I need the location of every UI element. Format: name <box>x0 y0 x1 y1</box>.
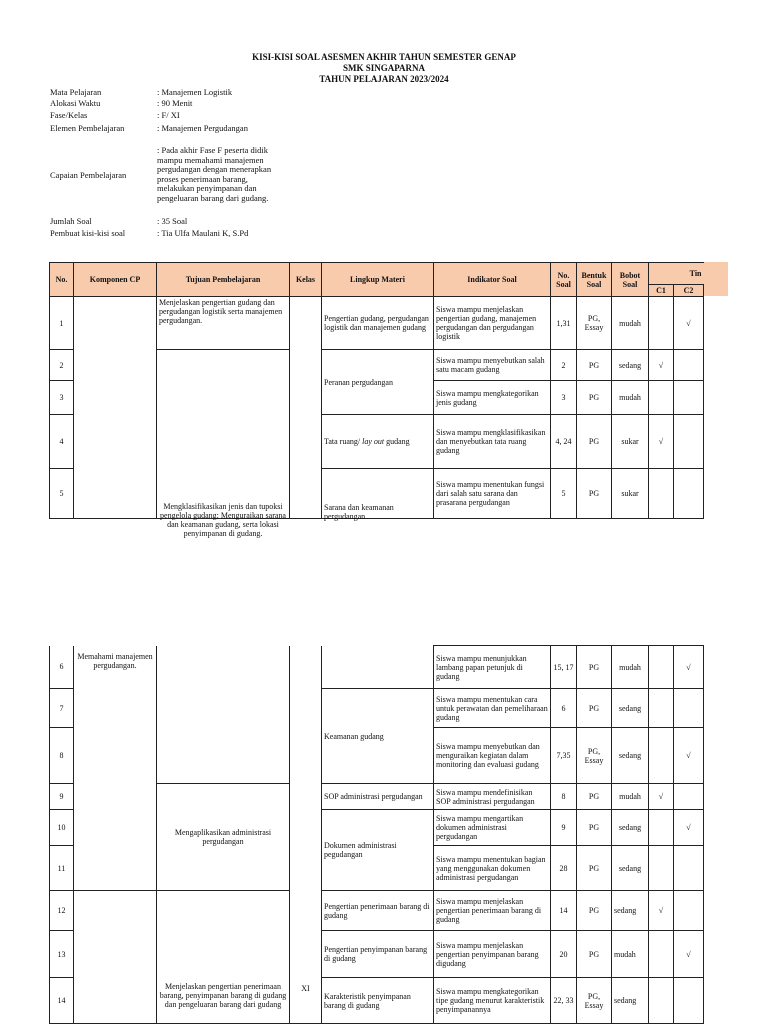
cell-bobot: sedang <box>612 350 649 381</box>
cell-bobot: mudah <box>612 297 649 350</box>
col-header-tingkat: Tin <box>649 263 704 285</box>
cell-indikator: Siswa mampu menyebutkan dan menguraikan kegiatan dalam monitoring dan evaluasi gudang <box>434 728 551 784</box>
meta-value-capaian: : Pada akhir Fase F peserta didik mampu memahami manajemen pergudangan dengan menerapkan proses penerimaan barang, melakukan penyimpanan dan pengeluaran barang dari gudang. <box>157 145 272 203</box>
cell-bobot: sedang <box>612 810 649 846</box>
col-header-bentuk: Bentuk Soal <box>577 263 612 297</box>
cell-no: 2 <box>50 350 74 381</box>
cell-no-soal: 22, 33 <box>551 978 577 1024</box>
cell-c1 <box>649 810 674 846</box>
cell-indikator: Siswa mampu menjelaskan pengertian gudang, manajemen pergudangan dan pergudangan logistik <box>434 297 551 350</box>
cell-no: 14 <box>50 978 74 1024</box>
cell-bentuk: PG <box>577 846 612 891</box>
cell-c1: √ <box>649 891 674 931</box>
document-title-line-3: TAHUN PELAJARAN 2023/2024 <box>319 74 449 84</box>
meta-value-pembuat: : Tia Ulfa Maulani K, S.Pd <box>157 228 249 238</box>
col-header-c1: C1 <box>649 285 674 297</box>
cell-c1 <box>649 297 674 350</box>
cell-lingkup: Pengertian penerimaan barang di gudang <box>322 891 434 931</box>
cell-bobot: mudah <box>612 381 649 415</box>
cell-lingkup: Pengertian gudang, pergudangan logistik dan manajemen gudang <box>322 297 434 350</box>
cell-lingkup-continued <box>322 646 434 689</box>
cell-no-soal: 20 <box>551 931 577 978</box>
cell-indikator: Siswa mampu menunjukkan lambang papan petunjuk di gudang <box>434 646 551 689</box>
cell-indikator: Siswa mampu menentukan cara untuk perawatan dan pemeliharaan gudang <box>434 689 551 728</box>
cell-no-soal: 4, 24 <box>551 415 577 469</box>
cell-kelas-top <box>290 297 322 519</box>
col-header-lingkup: Lingkup Materi <box>322 263 434 297</box>
cell-c1 <box>649 728 674 784</box>
meta-value-mata-pelajaran: : Manajemen Logistik <box>157 87 233 97</box>
meta-label-alokasi-waktu: Alokasi Waktu <box>50 98 101 108</box>
cell-no-soal: 28 <box>551 846 577 891</box>
col-header-indikator: Indikator Soal <box>434 263 551 297</box>
cell-bobot: sedang <box>612 846 649 891</box>
cell-c1 <box>649 931 674 978</box>
table-part-2 <box>49 646 703 1024</box>
cell-c1 <box>649 646 674 689</box>
cell-no: 4 <box>50 415 74 469</box>
cell-no-soal: 6 <box>551 689 577 728</box>
col-header-no-soal: No. Soal <box>551 263 577 297</box>
cell-no: 7 <box>50 689 74 728</box>
tujuan-2-text: Mengklasifikasikan jenis dan tupoksi pengelola gudang; Menguraikan sarana dan keamanan gudang, serta lokasi penyimpanan di gudang. <box>160 502 286 538</box>
cell-komponen-top <box>74 297 157 519</box>
cell-c2 <box>674 415 704 469</box>
cell-no-soal: 3 <box>551 381 577 415</box>
cell-c2 <box>674 689 704 728</box>
cell-no-soal: 7,35 <box>551 728 577 784</box>
cell-indikator: Siswa mampu mengklasifikasikan dan menyebutkan tata ruang gudang <box>434 415 551 469</box>
meta-value-jumlah-soal: : 35 Soal <box>157 216 188 226</box>
cell-bentuk: PG <box>577 784 612 810</box>
cell-bentuk: PG, Essay <box>577 728 612 784</box>
cell-indikator: Siswa mampu menjelaskan pengertian penerimaan barang di gudang <box>434 891 551 931</box>
cell-bobot: sedang <box>612 728 649 784</box>
cell-tujuan-continued <box>157 646 290 784</box>
cell-bobot: mudah <box>612 784 649 810</box>
cell-c2 <box>674 978 704 1024</box>
cell-indikator: Siswa mampu mengkategorikan tipe gudang menurut karakteristik penyimpanannya <box>434 978 551 1024</box>
cell-indikator: Siswa mampu menentukan bagian yang menggunakan dokumen administrasi pergudangan <box>434 846 551 891</box>
meta-value-fase-kelas: : F/ XI <box>157 110 180 120</box>
meta-label-mata-pelajaran: Mata Pelajaran <box>50 87 102 97</box>
cell-no: 10 <box>50 810 74 846</box>
cell-c1: √ <box>649 784 674 810</box>
document-title-line-2: SMK SINGAPARNA <box>342 63 426 73</box>
col-header-bobot: Bobot Soal <box>612 263 649 297</box>
cell-c1: √ <box>649 415 674 469</box>
cell-no: 3 <box>50 381 74 415</box>
cell-c2 <box>674 846 704 891</box>
cell-bentuk: PG, Essay <box>577 297 612 350</box>
meta-label-capaian: Capaian Pembelajaran <box>50 170 127 180</box>
cell-bobot: mudah <box>612 646 649 689</box>
cell-bobot: sedang <box>612 891 649 931</box>
cell-no: 5 <box>50 469 74 519</box>
table-part-1 <box>49 262 702 538</box>
col-header-tujuan: Tujuan Pembelajaran <box>157 263 290 297</box>
col-header-no: No. <box>50 263 74 297</box>
cell-no-soal: 9 <box>551 810 577 846</box>
cell-c1 <box>649 689 674 728</box>
cell-komponen: Memahami manajemen pergudangan. <box>74 646 157 891</box>
cell-bobot: sedang <box>612 978 649 1024</box>
cell-bentuk: PG <box>577 415 612 469</box>
cell-tujuan-merged <box>157 350 290 538</box>
col-header-c2: C2 <box>674 285 704 297</box>
meta-label-fase-kelas: Fase/Kelas <box>50 110 88 120</box>
cell-indikator: Siswa mampu mengartikan dokumen administrasi pergudangan <box>434 810 551 846</box>
lingkup-sarana-text: Sarana dan keamanan pergudangan <box>324 503 394 521</box>
table-row <box>50 297 704 350</box>
cell-tujuan: Menjelaskan pengertian penerimaan barang, penyimpanan barang di gudang dan pengeluaran barang dari gudang <box>157 891 290 1024</box>
cell-no-soal: 8 <box>551 784 577 810</box>
cell-c2 <box>674 381 704 415</box>
col-header-komponen: Komponen CP <box>74 263 157 297</box>
cell-bobot: sedang <box>612 689 649 728</box>
cell-no: 12 <box>50 891 74 931</box>
cell-tujuan: Menjelaskan pengertian gudang dan pergudangan logistik serta manajemen pergudangan. <box>157 297 290 350</box>
cell-lingkup: Karakteristik penyimpanan barang di gudang <box>322 978 434 1024</box>
meta-label-pembuat: Pembuat kisi-kisi soal <box>50 228 126 238</box>
cell-no: 6 <box>50 646 74 689</box>
cell-c1 <box>649 469 674 519</box>
cell-bentuk: PG <box>577 469 612 519</box>
meta-value-elemen: : Manajemen Pergudangan <box>157 123 248 133</box>
cell-lingkup: Keamanan gudang <box>322 689 434 784</box>
cell-bobot: sukar <box>612 415 649 469</box>
cell-lingkup-sarana <box>322 469 434 519</box>
cell-indikator: Siswa mampu mengkategorikan jenis gudang <box>434 381 551 415</box>
cell-c2: √ <box>674 810 704 846</box>
cell-no: 1 <box>50 297 74 350</box>
col-header-kelas: Kelas <box>290 263 322 297</box>
header-band-overflow <box>702 262 728 296</box>
meta-label-elemen: Elemen Pembelajaran <box>50 123 125 133</box>
cell-c2 <box>674 784 704 810</box>
cell-lingkup: Peranan pergudangan <box>322 350 434 415</box>
cell-bentuk: PG <box>577 350 612 381</box>
cell-c2: √ <box>674 931 704 978</box>
cell-no: 9 <box>50 784 74 810</box>
cell-bentuk: PG <box>577 689 612 728</box>
cell-no-soal: 1,31 <box>551 297 577 350</box>
cell-bobot: mudah <box>612 931 649 978</box>
cell-kelas: XI <box>290 646 322 1024</box>
cell-lingkup: Pengertian penyimpanan barang di gudang <box>322 931 434 978</box>
cell-no-soal: 14 <box>551 891 577 931</box>
cell-c1 <box>649 846 674 891</box>
table-row <box>50 646 704 689</box>
cell-c1 <box>649 381 674 415</box>
cell-bentuk: PG, Essay <box>577 978 612 1024</box>
table-row <box>50 891 704 931</box>
cell-c2: √ <box>674 646 704 689</box>
cell-indikator: Siswa mampu menjelaskan pengertian penyimpanan barang digudang <box>434 931 551 978</box>
cell-bentuk: PG <box>577 810 612 846</box>
cell-komponen-bottom <box>74 891 157 1024</box>
cell-no-soal: 15, 17 <box>551 646 577 689</box>
meta-value-alokasi-waktu: : 90 Menit <box>157 98 193 108</box>
cell-c2 <box>674 350 704 381</box>
cell-c2 <box>674 891 704 931</box>
cell-lingkup-tataruang <box>322 415 434 469</box>
lingkup-tataruang-text: Tata ruang/ lay out gudang <box>324 437 410 446</box>
cell-no: 8 <box>50 728 74 784</box>
cell-tujuan: Mengaplikasikan administrasi pergudangan <box>157 784 290 891</box>
document-title-line-1: KISI-KISI SOAL ASESMEN AKHIR TAHUN SEMESTER GENAP <box>252 52 516 62</box>
cell-bentuk: PG <box>577 931 612 978</box>
cell-no-soal: 5 <box>551 469 577 519</box>
cell-c1: √ <box>649 350 674 381</box>
cell-indikator: Siswa mampu mendefinisikan SOP administrasi pergudangan <box>434 784 551 810</box>
cell-no: 11 <box>50 846 74 891</box>
cell-bentuk: PG <box>577 381 612 415</box>
cell-c1 <box>649 978 674 1024</box>
meta-label-jumlah-soal: Jumlah Soal <box>50 216 92 226</box>
cell-bobot: sukar <box>612 469 649 519</box>
cell-indikator: Siswa mampu menentukan fungsi dari salah satu sarana dan prasarana pergudangan <box>434 469 551 519</box>
cell-c2 <box>674 469 704 519</box>
cell-c2: √ <box>674 728 704 784</box>
cell-bentuk: PG <box>577 646 612 689</box>
cell-lingkup: SOP administrasi pergudangan <box>322 784 434 810</box>
cell-c2: √ <box>674 297 704 350</box>
cell-no-soal: 2 <box>551 350 577 381</box>
cell-bentuk: PG <box>577 891 612 931</box>
cell-no: 13 <box>50 931 74 978</box>
cell-lingkup: Dokumen administrasi pegudangan <box>322 810 434 891</box>
cell-indikator: Siswa mampu menyebutkan salah satu macam gudang <box>434 350 551 381</box>
